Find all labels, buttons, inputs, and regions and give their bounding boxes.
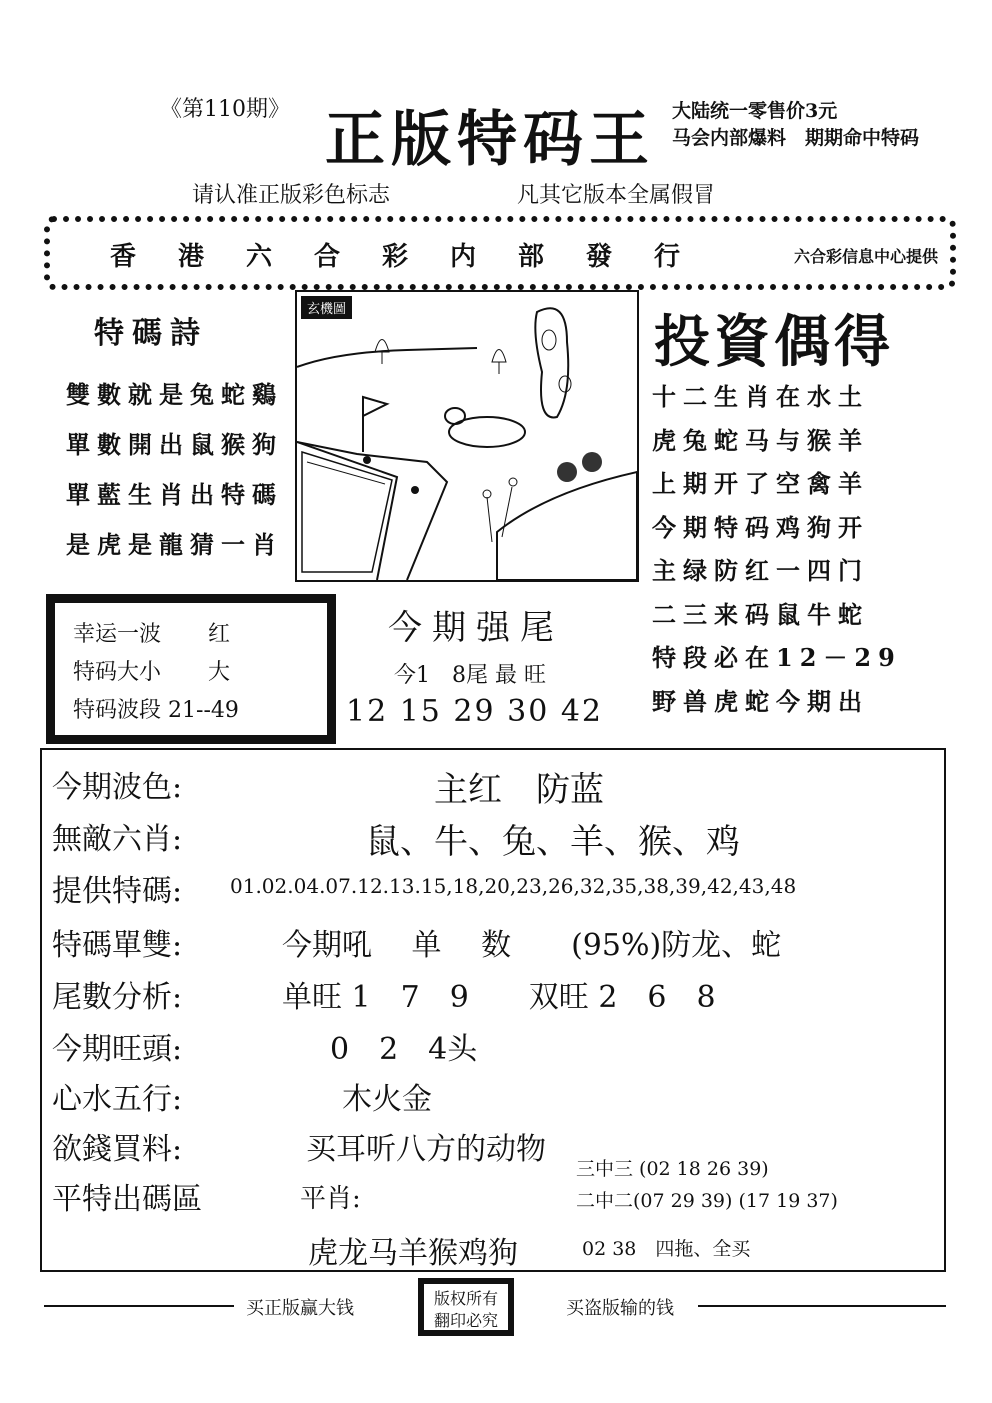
stamp-line: 版权所有 xyxy=(433,1289,498,1308)
invest-line: 主绿防红一四门 xyxy=(652,556,869,585)
page-title: 正版特码王 xyxy=(325,105,655,175)
lucky-value: 21--49 xyxy=(168,698,239,723)
invest-title: 投資偶得 xyxy=(654,309,894,375)
price-info xyxy=(672,98,919,152)
flat-label: 平肖: xyxy=(300,1184,361,1214)
lucky-value: 大 xyxy=(208,660,231,685)
poem-line: 單數開出鼠猴狗 xyxy=(66,430,283,459)
oddeven-label: 特碼單雙: xyxy=(52,928,183,963)
flat-animals: 虎龙马羊猴鸡狗 xyxy=(308,1236,518,1271)
footer-right-text: 买盗版输的钱 xyxy=(566,1298,674,1319)
footer-divider-right xyxy=(698,1305,946,1307)
banner-box xyxy=(44,216,956,290)
banner-sub: 六合彩信息中心提供 xyxy=(793,247,938,266)
element-label: 心水五行: xyxy=(52,1082,183,1117)
analysis-box xyxy=(40,748,946,1272)
issue-number: 《第110期》 xyxy=(160,97,290,122)
head-label: 今期旺頭: xyxy=(52,1032,183,1067)
sanzhongsan: 三中三 (02 18 26 39) xyxy=(576,1158,769,1180)
tail-value: 单旺 1 7 9 双旺 2 6 8 xyxy=(282,980,716,1015)
head-value: 0 2 4头 xyxy=(330,1032,478,1067)
invest-line: 野兽虎蛇今期出 xyxy=(652,686,869,716)
footer-left-text: 买正版赢大钱 xyxy=(246,1298,354,1319)
lucky-row xyxy=(73,655,230,686)
lucky-label: 特码大小 xyxy=(73,660,162,685)
invest-line: 虎兔蛇马与猴羊 xyxy=(652,425,869,455)
notice-left: 请认准正版彩色标志 xyxy=(192,183,391,208)
silian: 02 38 四拖、全买 xyxy=(582,1238,751,1260)
invest-line: 十二生肖在水土 xyxy=(652,382,869,411)
element-value: 木火金 xyxy=(342,1082,432,1117)
banner-main: 香港六合彩内部發行 xyxy=(110,242,723,272)
invest-lines xyxy=(652,375,902,723)
poem-title: 特碼詩 xyxy=(94,316,208,351)
wave-value: 主红 防蓝 xyxy=(434,770,604,810)
poem-line: 雙數就是兔蛇鷄 xyxy=(66,380,283,409)
tail-label: 尾數分析: xyxy=(52,980,183,1015)
stamp-line: 翻印必究 xyxy=(433,1311,498,1330)
picture-label: 玄機圖 xyxy=(301,296,352,319)
oddeven-value: 今期吼 单 数 (95%)防龙、蛇 xyxy=(282,928,782,963)
landscape-illustration xyxy=(297,292,637,580)
poem-line: 單藍生肖出特碼 xyxy=(66,480,283,509)
invest-line: 今期特码鸡狗开 xyxy=(652,512,869,542)
buy-label: 欲錢買料: xyxy=(52,1132,183,1167)
invest-line: 特段必在12－29 xyxy=(652,643,902,672)
poem-line: 是虎是龍猜一肖 xyxy=(66,530,283,559)
price-line-1: 大陆统一零售价3元 xyxy=(672,100,838,122)
copyright-stamp xyxy=(418,1278,514,1336)
lucky-row xyxy=(73,693,239,724)
strong-tail-title: 今期强尾 xyxy=(388,608,564,648)
invest-line: 上期开了空禽羊 xyxy=(652,469,869,498)
zodiac-label: 無敵六肖: xyxy=(52,822,183,857)
poem-lines xyxy=(66,370,283,570)
zodiac-value: 鼠、牛、兔、羊、猴、鸡 xyxy=(366,822,740,862)
codes-label: 提供特碼: xyxy=(52,874,183,909)
footer-divider-left xyxy=(44,1305,234,1307)
wave-label: 今期波色: xyxy=(52,770,183,805)
strong-tail-numbers: 12 15 29 30 42 xyxy=(346,694,604,729)
lucky-box xyxy=(46,594,336,744)
notice-right: 凡其它版本全属假冒 xyxy=(517,183,716,208)
lucky-row xyxy=(73,617,230,648)
price-line-2: 马会内部爆料 期期命中特码 xyxy=(672,127,920,149)
invest-line: 二三来码鼠牛蛇 xyxy=(652,599,869,629)
lucky-value: 红 xyxy=(208,622,231,647)
erzhonger: 二中二(07 29 39) (17 19 37) xyxy=(576,1190,838,1212)
buy-value: 买耳听八方的动物 xyxy=(306,1132,546,1167)
zone-label: 平特出碼區 xyxy=(52,1182,202,1217)
strong-tail-subtitle: 今1 8尾 最 旺 xyxy=(394,663,546,688)
lucky-label: 幸运一波 xyxy=(73,622,162,647)
lucky-label: 特码波段 xyxy=(73,698,162,723)
codes-value: 01.02.04.07.12.13.15,18,20,23,26,32,35,38,39,42,43,48 xyxy=(230,874,797,898)
puzzle-picture xyxy=(295,290,639,582)
